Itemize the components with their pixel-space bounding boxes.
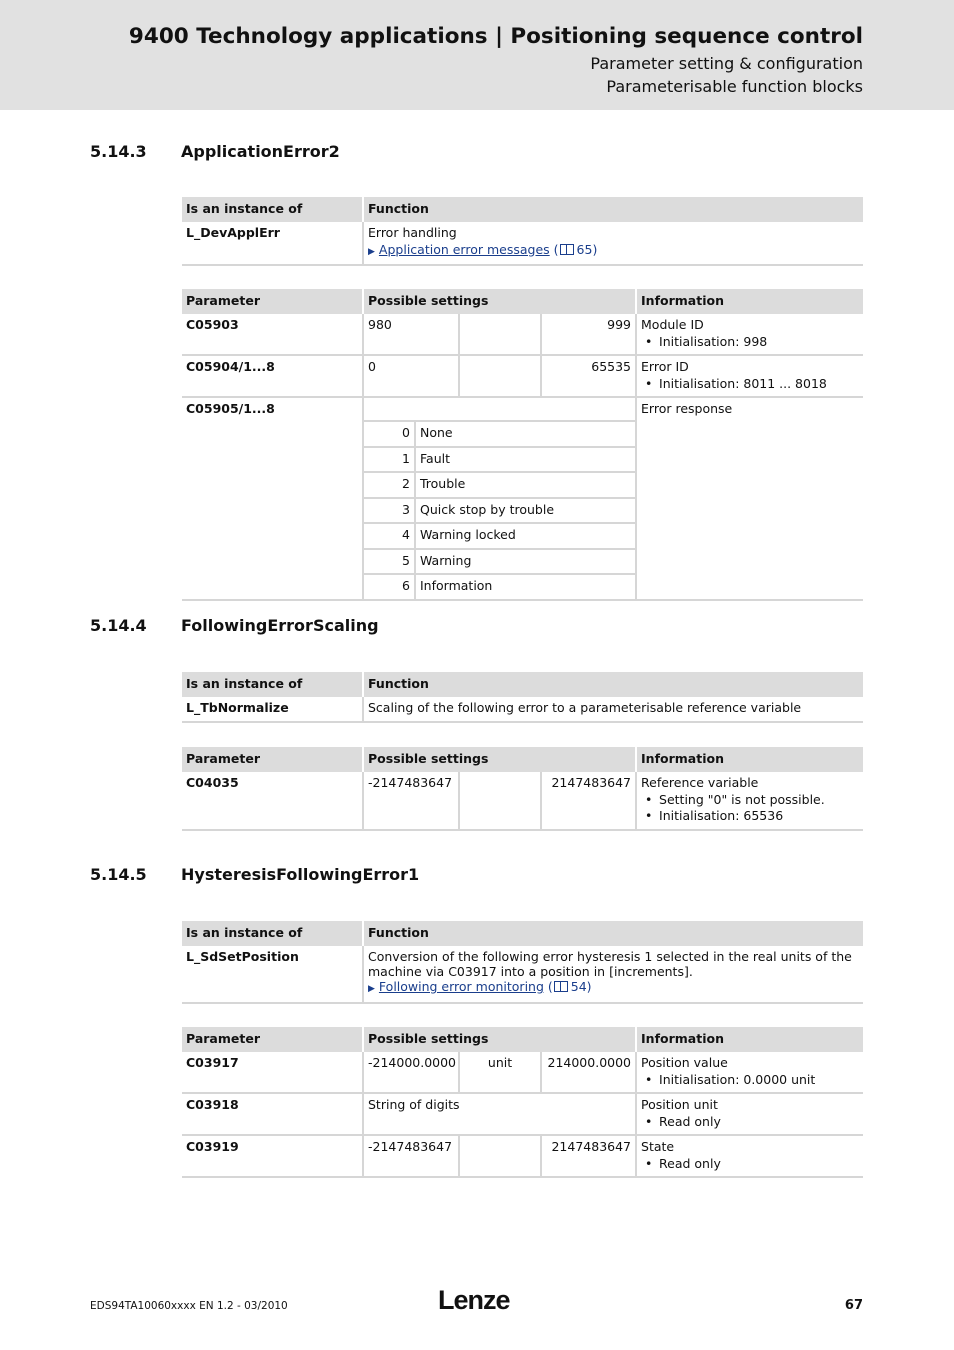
section-heading-5-14-4: [90, 616, 379, 635]
column-header-settings: Possible settings: [363, 289, 636, 314]
table-row: [182, 1052, 863, 1093]
setting-unit: [459, 314, 541, 355]
information-text: Reference variable: [641, 775, 759, 790]
information-cell: [636, 355, 863, 397]
setting-unit: [459, 1135, 541, 1177]
column-header-instance: Is an instance of: [182, 921, 363, 946]
link-following-error-monitoring[interactable]: Following error monitoring: [378, 979, 544, 994]
setting-min: -214000.0000: [363, 1052, 459, 1093]
setting-text: String of digits: [363, 1093, 636, 1135]
instance-name: L_DevApplErr: [182, 222, 363, 265]
column-header-function: Function: [363, 672, 863, 697]
link-page: 54): [570, 979, 592, 994]
section-name: FollowingErrorScaling: [181, 616, 379, 635]
parameter-code: C03919: [182, 1135, 363, 1177]
information-text: Error ID: [641, 359, 689, 374]
enum-label: Trouble: [415, 472, 635, 498]
function-text: Error handling: [368, 225, 457, 240]
table-row: [182, 222, 863, 265]
setting-unit: [459, 772, 541, 830]
setting-max: 2147483647: [541, 1135, 636, 1177]
instance-table-hysteresisfollowingerror1: [182, 921, 863, 1004]
information-bullet: • Read only: [641, 1114, 859, 1131]
table-row: [182, 314, 863, 355]
lenze-logo: [438, 1285, 518, 1315]
column-header-parameter: Parameter: [182, 1027, 363, 1052]
document-id: EDS94TA10060xxxx EN 1.2 - 03/2010: [90, 1300, 288, 1312]
setting-unit: [459, 355, 541, 397]
setting-max: 2147483647: [541, 772, 636, 830]
column-header-function: Function: [363, 197, 863, 222]
book-icon: [554, 981, 568, 992]
enum-value: 3: [364, 498, 415, 524]
arrow-right-icon: ▶: [368, 246, 375, 257]
enum-spacer: [364, 398, 635, 422]
list-item: [364, 472, 635, 498]
information-bullet: • Initialisation: 0.0000 unit: [641, 1072, 859, 1089]
instance-table-followingerrorscaling: [182, 672, 863, 723]
list-item: [364, 549, 635, 575]
enum-value: 5: [364, 549, 415, 575]
information-cell: [636, 314, 863, 355]
table-row: [182, 355, 863, 397]
information-cell: [636, 772, 863, 830]
parameter-code: C03918: [182, 1093, 363, 1135]
setting-min: -2147483647: [363, 772, 459, 830]
information-bullet: • Initialisation: 65536: [641, 808, 859, 825]
setting-max: 214000.0000: [541, 1052, 636, 1093]
setting-max: 65535: [541, 355, 636, 397]
section-name: ApplicationError2: [181, 142, 340, 161]
information-bullet: • Read only: [641, 1156, 859, 1173]
column-header-information: Information: [636, 747, 863, 772]
setting-unit: unit: [459, 1052, 541, 1093]
logo-wordmark: Lenze: [438, 1285, 510, 1315]
list-item: [364, 447, 635, 473]
parameter-code: C04035: [182, 772, 363, 830]
function-cell: [363, 946, 863, 1003]
page-header: [0, 0, 954, 110]
enum-label: Fault: [415, 447, 635, 473]
parameter-code: C05903: [182, 314, 363, 355]
cross-reference: [368, 242, 859, 261]
setting-min: 0: [363, 355, 459, 397]
information-text: Module ID: [641, 317, 704, 332]
section-number: 5.14.4: [90, 616, 147, 635]
enum-label: Quick stop by trouble: [415, 498, 635, 524]
column-header-instance: Is an instance of: [182, 672, 363, 697]
parameter-code: C05904/1...8: [182, 355, 363, 397]
arrow-right-icon: ▶: [368, 984, 375, 994]
link-open-paren: (: [553, 241, 559, 257]
link-application-error-messages[interactable]: Application error messages: [378, 241, 550, 257]
book-icon: [560, 244, 574, 255]
setting-max: 999: [541, 314, 636, 355]
column-header-information: Information: [636, 289, 863, 314]
section-number: 5.14.3: [90, 142, 147, 161]
enum-value: 0: [364, 422, 415, 447]
link-open-paren: (: [547, 979, 553, 994]
column-header-settings: Possible settings: [363, 1027, 636, 1052]
section-heading-5-14-3: [90, 142, 340, 161]
information-cell: [636, 1093, 863, 1135]
parameter-table-hysteresisfollowingerror1: [182, 1027, 863, 1178]
table-row: [182, 397, 863, 600]
enum-value: 4: [364, 523, 415, 549]
information-text: State: [641, 1139, 675, 1154]
column-header-instance: Is an instance of: [182, 197, 363, 222]
parameter-table-followingerrorscaling: [182, 747, 863, 831]
instance-name: L_TbNormalize: [182, 697, 363, 722]
header-title: 9400 Technology applications | Positioning sequence control: [128, 24, 863, 49]
header-subtitle-2: Parameterisable function blocks: [606, 77, 863, 96]
enum-label: Warning locked: [415, 523, 635, 549]
function-cell: [363, 222, 863, 265]
column-header-information: Information: [636, 1027, 863, 1052]
enum-label: None: [415, 422, 635, 447]
information-bullet: • Initialisation: 998: [641, 334, 859, 351]
list-item: [364, 574, 635, 599]
table-row: [182, 1135, 863, 1177]
enum-settings-cell: [363, 397, 636, 600]
table-row: [182, 946, 863, 1003]
information-text: Position unit: [641, 1097, 718, 1112]
parameter-code: C03917: [182, 1052, 363, 1093]
enum-label: Information: [415, 574, 635, 599]
header-subtitle-1: Parameter setting & configuration: [590, 54, 863, 73]
table-row: [182, 772, 863, 830]
enum-list: [364, 422, 635, 599]
information-text: Error response: [636, 397, 863, 600]
section-heading-5-14-5: [90, 865, 419, 884]
enum-label: Warning: [415, 549, 635, 575]
enum-value: 1: [364, 447, 415, 473]
information-cell: [636, 1135, 863, 1177]
parameter-table-applicationerror2: [182, 289, 863, 601]
function-text: Conversion of the following error hysteresis 1 selected in the real units of the machine via C03917 into a position in [increments].: [368, 949, 852, 979]
list-item: [364, 498, 635, 524]
table-row: [182, 1093, 863, 1135]
information-bullet: • Setting "0" is not possible.: [641, 792, 859, 809]
link-page: 65): [576, 241, 598, 257]
list-item: [364, 523, 635, 549]
column-header-function: Function: [363, 921, 863, 946]
table-row: [182, 697, 863, 722]
instance-name: L_SdSetPosition: [182, 946, 363, 1003]
setting-min: -2147483647: [363, 1135, 459, 1177]
enum-value: 2: [364, 472, 415, 498]
parameter-code: C05905/1...8: [182, 397, 363, 600]
enum-value: 6: [364, 574, 415, 599]
column-header-parameter: Parameter: [182, 289, 363, 314]
column-header-parameter: Parameter: [182, 747, 363, 772]
section-name: HysteresisFollowingError1: [181, 865, 420, 884]
list-item: [364, 422, 635, 447]
page-number: 67: [844, 1298, 863, 1313]
cross-reference: [368, 979, 859, 998]
information-bullet: • Initialisation: 8011 ... 8018: [641, 376, 859, 393]
information-cell: [636, 1052, 863, 1093]
section-number: 5.14.5: [90, 865, 147, 884]
instance-table-applicationerror2: [182, 197, 863, 266]
setting-min: 980: [363, 314, 459, 355]
function-text: Scaling of the following error to a parameterisable reference variable: [363, 697, 863, 722]
information-text: Position value: [641, 1055, 728, 1070]
column-header-settings: Possible settings: [363, 747, 636, 772]
